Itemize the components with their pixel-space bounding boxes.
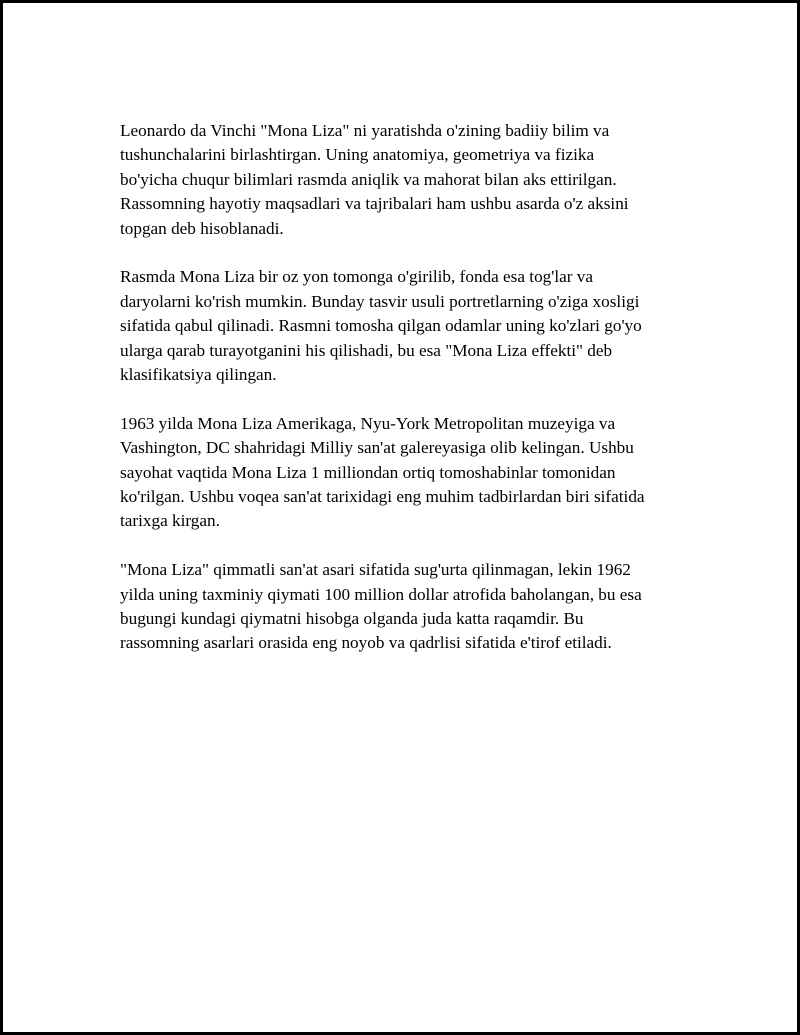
paragraph-1: Leonardo da Vinchi "Mona Liza" ni yaratishda o'zining badiiy bilim va tushunchalarini birlashtirgan. Uning anatomiya, geometriya va fizika bo'yicha chuqur bilimlari rasmda aniqlik va mahorat bilan aks ettirilgan. Rassomning hayotiy maqsadlari va tajribalari ham ushbu asarda o'z aksini topgan deb hisoblanadi.: [120, 121, 629, 238]
paragraph-2: Rasmda Mona Liza bir oz yon tomonga o'girilib, fonda esa tog'lar va daryolarni ko'rish mumkin. Bunday tasvir usuli portretlarning o'ziga xosligi sifatida qabul qilinadi. Rasmni tomosha qilgan odamlar uning ko'zlari go'yo ularga qarab turayotganini his qilishadi, bu esa "Mona Liza effekti" deb klasifikatsiya qilingan.: [120, 267, 642, 385]
paragraph-3: 1963 yilda Mona Liza Amerikaga, Nyu-York Metropolitan muzeyiga va Vashington, DC shahridagi Milliy san'at galereyasiga olib kelingan. Ushbu sayohat vaqtida Mona Liza 1 milliondan ortiq tomoshabinlar tomonidan ko'rilgan. Ushbu voqea san'at tarixidagi eng muhim tadbirlardan biri sifatida tarixga kirgan.: [120, 413, 645, 531]
paragraph-4: "Mona Liza" qimmatli san'at asari sifatida sug'urta qilinmagan, lekin 1962 yilda uning taxminiy qiymati 100 million dollar atrofida baholangan, bu esa bugungi kundagi qiymatni hisobga olganda juda katta raqamdir. Bu rassomning asarlari orasida eng noyob va qadrlisi sifatida e'tirof etiladi.: [120, 560, 642, 653]
document-body: [120, 119, 700, 680]
